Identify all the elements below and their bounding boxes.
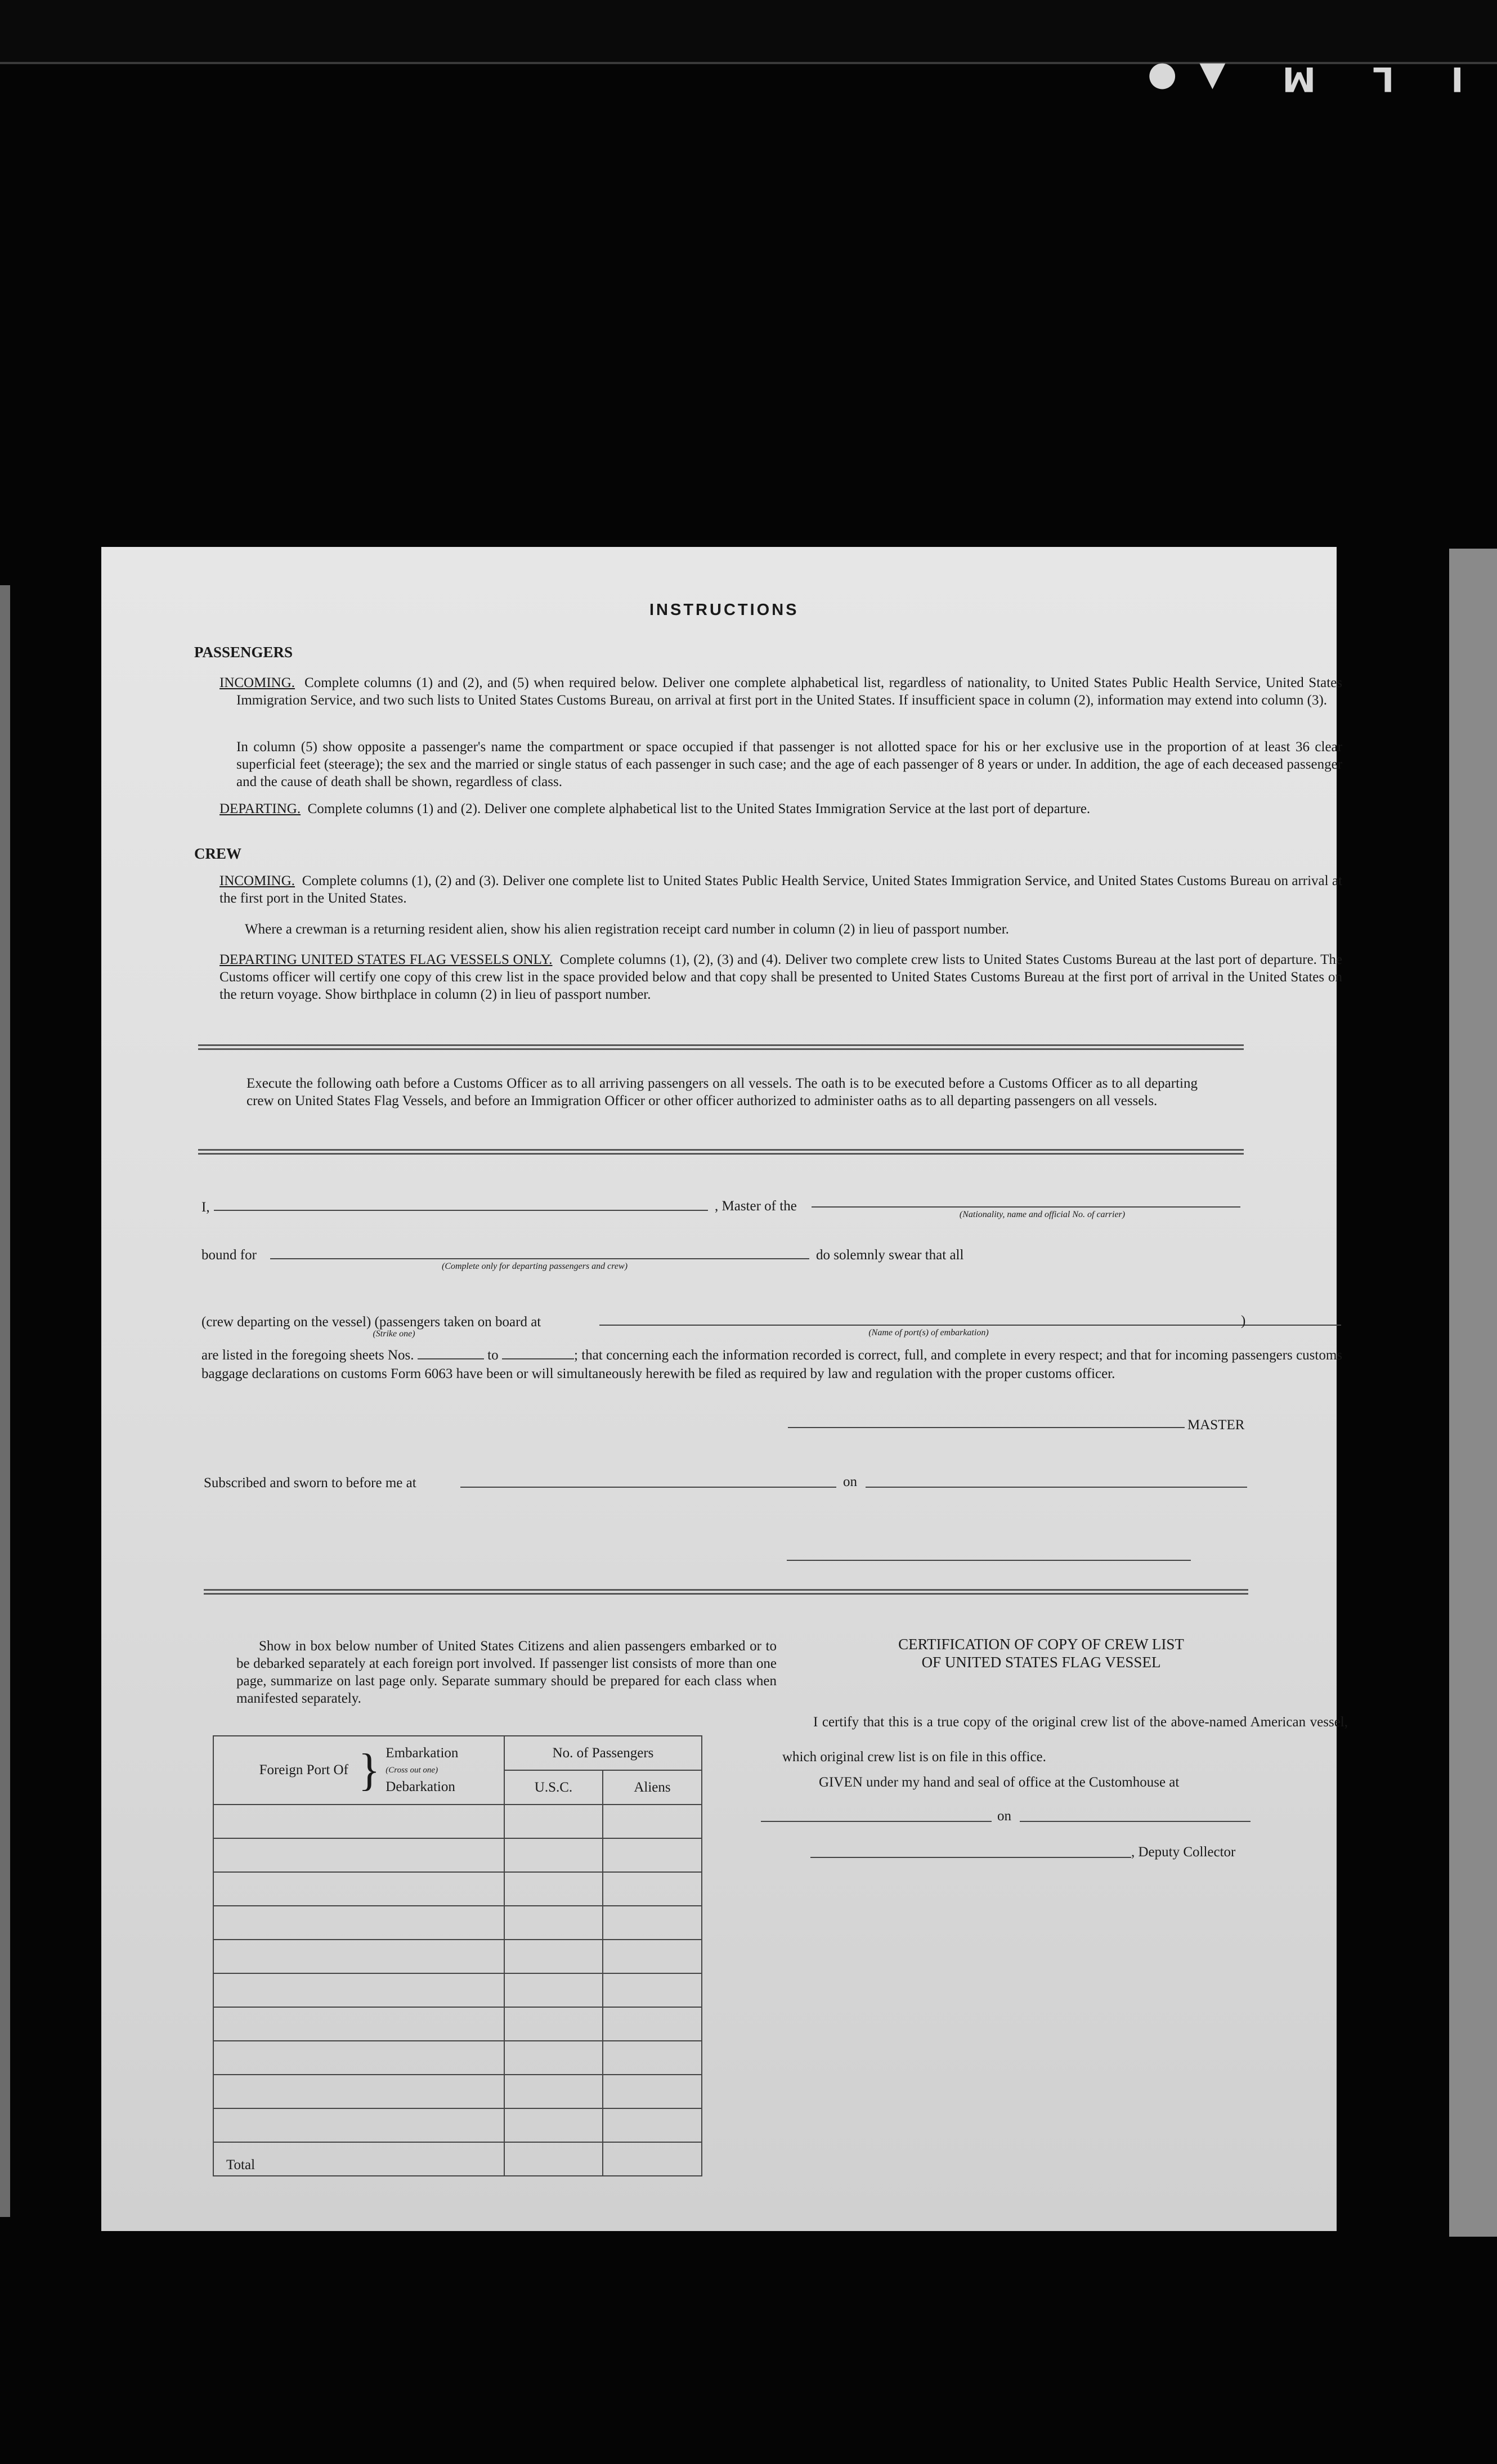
aliens-cell[interactable]	[603, 2075, 702, 2108]
master-label: MASTER	[1187, 1417, 1245, 1433]
deputy-collector-label: , Deputy Collector	[1131, 1844, 1236, 1860]
port-cell[interactable]	[213, 1940, 504, 1973]
subscribed-place-line[interactable]	[460, 1487, 836, 1488]
table-row	[213, 1838, 702, 1872]
certification-title	[808, 1635, 1275, 1671]
aliens-cell[interactable]	[603, 1838, 702, 1872]
table-row	[213, 2108, 702, 2142]
strike-one-note: (Strike one)	[373, 1329, 415, 1339]
certification-text: I certify that this is a true copy of the original crew list of the above-named American vessel, which original crew list is on file in this office.	[782, 1715, 1348, 1765]
instructions-title: INSTRUCTIONS	[649, 601, 799, 619]
table-row	[213, 1973, 702, 2007]
film-strip-top	[0, 0, 1497, 64]
divider-double-3	[204, 1589, 1248, 1595]
brace: }	[358, 1745, 380, 1795]
certification-title-line2: OF UNITED STATES FLAG VESSEL	[921, 1654, 1161, 1671]
aliens-cell[interactable]	[603, 2007, 702, 2041]
usc-cell[interactable]	[504, 2007, 603, 2041]
port-cell[interactable]	[213, 2041, 504, 2075]
table-row	[213, 2041, 702, 2075]
deputy-collector-signature-line[interactable]	[810, 1857, 1131, 1858]
passengers-incoming-paragraph	[219, 674, 1342, 709]
port-cell[interactable]	[213, 1838, 504, 1872]
summary-instruction-paragraph: Show in box below number of United States Citizens and alien passengers embarked or to be debarked separately at each foreign port involved. If passenger list consists of more than one page, summarize on last page only. Separate summary should be prepared for each class when manifested separately.	[236, 1639, 777, 1706]
usc-cell[interactable]	[504, 1940, 603, 1973]
passengers-departing-paragraph	[219, 800, 1342, 818]
subscribed-text: Subscribed and sworn to before me at	[204, 1475, 416, 1491]
crew-departing-text: Complete columns (1), (2), (3) and (4). Deliver two complete crew lists to United States Customs Bureau at the last port of departure. The Customs officer will certify one copy of this crew list in the space provided below and that copy shall be presented to United States Customs Bureau at the first port of arrival in the United States on the return voyage. Show birthplace in column (2) in lieu of passport number.	[219, 952, 1342, 1002]
oath-master-of-the: , Master of the	[715, 1199, 797, 1214]
sheets-to: to	[487, 1348, 499, 1363]
usc-cell[interactable]	[504, 1805, 603, 1838]
table-row	[213, 2075, 702, 2108]
crew-departing-paragraph	[219, 951, 1342, 1003]
customhouse-line[interactable]	[761, 1821, 992, 1822]
usc-cell[interactable]	[504, 1973, 603, 2007]
embarkation-label: Embarkation	[386, 1745, 459, 1761]
subscribed-on: on	[843, 1474, 857, 1489]
aliens-cell[interactable]	[603, 2108, 702, 2142]
master-signature-line[interactable]	[788, 1427, 1185, 1428]
crew-incoming-paragraph	[219, 872, 1342, 907]
port-header-cell	[213, 1736, 504, 1805]
crew-departing-label: DEPARTING UNITED STATES FLAG VESSELS ONLY.	[219, 952, 553, 967]
passengers-heading: PASSENGERS	[194, 644, 293, 661]
port-cell[interactable]	[213, 1872, 504, 1906]
usc-cell[interactable]	[504, 1838, 603, 1872]
divider-double-2	[198, 1149, 1244, 1155]
aliens-total-cell[interactable]	[603, 2142, 702, 2176]
given-text: GIVEN under my hand and seal of office at the Customhouse at	[819, 1775, 1180, 1790]
oath-crew-departing: (crew departing on the vessel) (passengers taken on board at	[201, 1314, 541, 1330]
no-of-passengers-header: No. of Passengers	[504, 1736, 702, 1770]
subscribed-date-line[interactable]	[866, 1487, 1247, 1488]
passenger-summary-table	[213, 1735, 702, 2176]
total-label: Total	[213, 2142, 504, 2176]
sheets-prefix: are listed in the foregoing sheets Nos.	[201, 1348, 414, 1363]
aliens-cell[interactable]	[603, 1805, 702, 1838]
aliens-cell[interactable]	[603, 1940, 702, 1973]
table-row	[213, 2007, 702, 2041]
total-row	[213, 2142, 702, 2176]
carrier-line[interactable]	[812, 1206, 1240, 1208]
crew-incoming-label: INCOMING.	[219, 873, 295, 888]
bound-for-line[interactable]	[270, 1258, 809, 1259]
passengers-column5-paragraph: In column (5) show opposite a passenger's name the compartment or space occupied if that passenger is not allotted space for his or her exclusive use in the proportion of at least 36 clear superficial feet (steerage); the sex and the married or single status of each passenger in such case; and the age of each passenger of 8 years or under. In addition, the age of each deceased passenger and the cause of death shall be shown, regardless of class.	[236, 739, 1342, 789]
sheet-from-line[interactable]	[418, 1358, 484, 1359]
master-name-line[interactable]	[214, 1210, 708, 1211]
foreign-port-of: Foreign Port Of	[259, 1762, 348, 1778]
sheet-to-line[interactable]	[502, 1358, 574, 1359]
usc-cell[interactable]	[504, 2108, 603, 2142]
oath-swear: do solemnly swear that all	[816, 1247, 964, 1263]
usc-cell[interactable]	[504, 1872, 603, 1906]
port-cell[interactable]	[213, 1805, 504, 1838]
nationality-note: (Nationality, name and official No. of carrier)	[959, 1210, 1126, 1219]
oath-bound-for: bound for	[201, 1247, 257, 1263]
sheets-text: ; that concerning each the information recorded is correct, full, and complete in every respect; and that for incoming passengers customs baggage declarations on customs Form 6063 have been or will simultaneously herewith be filed as required by law and regulation with the proper customs officer.	[201, 1348, 1343, 1381]
usc-cell[interactable]	[504, 2041, 603, 2075]
table-row	[213, 1906, 702, 1940]
crew-heading: CREW	[194, 845, 242, 862]
port-cell[interactable]	[213, 2075, 504, 2108]
table-row	[213, 1805, 702, 1838]
aliens-cell[interactable]	[603, 1906, 702, 1940]
aliens-cell[interactable]	[603, 2041, 702, 2075]
cross-out-one-note: (Cross out one)	[386, 1766, 438, 1775]
table-row	[213, 1872, 702, 1906]
debarkation-label: Debarkation	[386, 1779, 455, 1794]
complete-only-note: (Complete only for departing passengers and crew)	[441, 1262, 628, 1271]
port-cell[interactable]	[213, 1973, 504, 2007]
passengers-incoming-label: INCOMING.	[219, 675, 295, 690]
port-cell[interactable]	[213, 2108, 504, 2142]
embarkation-ports-line[interactable]	[599, 1325, 1341, 1326]
oath-i: I,	[201, 1200, 210, 1215]
crew-resident-paragraph: Where a crewman is a returning resident alien, show his alien registration receipt card number in column (2) in lieu of passport number.	[245, 922, 1009, 937]
officer-signature-line[interactable]	[787, 1560, 1191, 1561]
oath-instruction-paragraph: Execute the following oath before a Customs Officer as to all arriving passengers on all vessels. The oath is to be executed before a Customs Officer as to all departing crew on United States Flag Vessels, and before an Immigration Officer or other officer authorized to administer oaths as to all departing passengers on all vessels.	[246, 1076, 1198, 1108]
certification-date-line[interactable]	[1020, 1821, 1251, 1822]
table-row	[213, 1940, 702, 1973]
adjacent-page-right-edge	[1449, 549, 1497, 2237]
close-paren: )	[1241, 1313, 1246, 1329]
sheets-paragraph	[201, 1346, 1342, 1383]
film-frame-marks: I L M ▲●	[1124, 59, 1463, 98]
aliens-cell[interactable]	[603, 1973, 702, 2007]
usc-total-cell[interactable]	[504, 2142, 603, 2176]
adjacent-page-left-edge	[0, 585, 10, 2217]
aliens-header: Aliens	[603, 1770, 702, 1805]
certification-on: on	[997, 1808, 1011, 1824]
divider-double-1	[198, 1044, 1244, 1050]
passengers-departing-label: DEPARTING.	[219, 801, 301, 816]
port-cell[interactable]	[213, 2007, 504, 2041]
certification-title-line1: CERTIFICATION OF COPY OF CREW LIST	[898, 1636, 1184, 1653]
passengers-incoming-text: Complete columns (1) and (2), and (5) when required below. Deliver one complete alphabetical list, regardless of nationality, to United States Public Health Service, United States Immigration Service, and two such lists to United States Customs Bureau, on arrival at first port in the United States. If insufficient space in column (2), information may extend into column (3).	[236, 675, 1343, 708]
usc-cell[interactable]	[504, 1906, 603, 1940]
form-page	[101, 547, 1348, 2231]
aliens-cell[interactable]	[603, 1872, 702, 1906]
crew-incoming-text: Complete columns (1), (2) and (3). Deliver one complete list to United States Public Health Service, United States Immigration Service, and United States Customs Bureau on arrival at the first port in the United States.	[219, 873, 1343, 906]
usc-header: U.S.C.	[504, 1770, 603, 1805]
usc-cell[interactable]	[504, 2075, 603, 2108]
ports-note: (Name of port(s) of embarkation)	[868, 1328, 989, 1338]
passengers-departing-text: Complete columns (1) and (2). Deliver one complete alphabetical list to the United States Immigration Service at the last port of departure.	[307, 801, 1091, 816]
port-cell[interactable]	[213, 1906, 504, 1940]
